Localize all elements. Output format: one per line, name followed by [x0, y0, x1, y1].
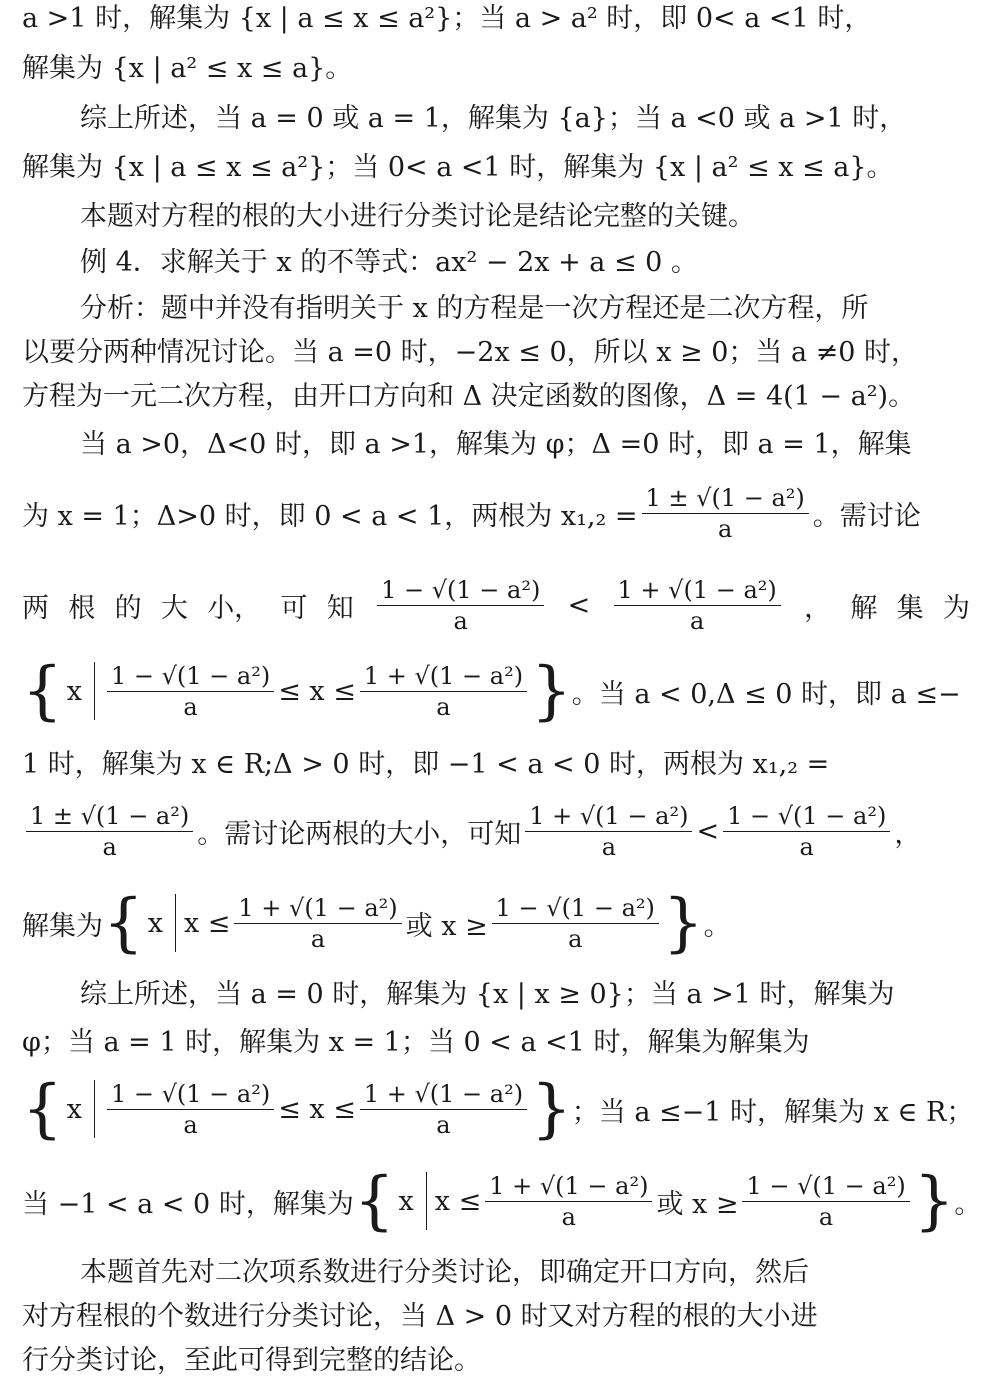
set-variable: x [66, 1093, 82, 1125]
text-span: 或 x ≥ [405, 910, 488, 942]
text-line: 当 a >0，Δ<0 时，即 a >1，解集为 φ；Δ =0 时，即 a = 1，解集 [80, 429, 912, 460]
fraction [107, 1079, 274, 1140]
text-span: 或 x ≥ [656, 1188, 739, 1220]
fraction [377, 575, 544, 636]
fraction-numerator: 1 + √(1 − a²) [525, 801, 692, 832]
fraction [525, 801, 692, 862]
text-line: 本题对方程的根的大小进行分类讨论是结论完整的关键。 [80, 201, 755, 232]
formula-line [22, 796, 970, 866]
fraction-numerator: 1 − √(1 − a²) [107, 1079, 274, 1110]
text-span: 两 [22, 592, 49, 624]
text-span: 。需讨论两根的大小，可知 [197, 818, 522, 850]
fraction [614, 575, 781, 636]
example-heading: 例 4．求解关于 x 的不等式：ax² − 2x + a ≤ 0 。 [80, 247, 698, 278]
fraction-denominator: a [183, 1110, 198, 1139]
fraction [360, 661, 527, 722]
fraction-numerator: 1 + √(1 − a²) [360, 661, 527, 692]
left-brace: { [22, 1072, 63, 1146]
text-line: 综上所述，当 a = 0 或 a = 1，解集为 {a}；当 a <0 或 a >1 时， [80, 103, 907, 134]
fraction-denominator: a [183, 692, 198, 721]
set-bar [175, 894, 176, 952]
text-line: 综上所述，当 a = 0 时，解集为 {x | x ≥ 0}；当 a >1 时，解集为 [80, 979, 895, 1010]
text-line: 解集为 {x | a² ≤ x ≤ a}。 [22, 53, 353, 84]
fraction-denominator: a [561, 1202, 576, 1231]
left-brace: { [22, 654, 63, 728]
set-variable: x [398, 1185, 414, 1217]
text-span: ；当 a ≤−1 时，解集为 x ∈ R； [571, 1096, 974, 1128]
fraction-numerator: 1 − √(1 − a²) [377, 575, 544, 606]
formula-line [22, 478, 970, 548]
text-line: 以要分两种情况讨论。当 a =0 时，−2x ≤ 0，所以 x ≥ 0；当 a ≠0 时， [22, 337, 919, 368]
text-span: 为 x = 1；Δ>0 时，即 0 < a < 1，两根为 x₁,₂ = [22, 500, 638, 532]
right-brace: } [531, 654, 572, 728]
text-span: ≤ x ≤ [278, 1093, 356, 1125]
left-brace: { [353, 1164, 395, 1238]
fraction-numerator: 1 + √(1 − a²) [485, 1171, 652, 1202]
text-span: ， [894, 818, 922, 850]
fraction-denominator: a [453, 606, 468, 635]
text-span: 小， [207, 592, 262, 624]
fraction [360, 1079, 527, 1140]
fraction-denominator: a [799, 832, 814, 861]
fraction [26, 801, 193, 862]
fraction-numerator: 1 − √(1 − a²) [742, 1171, 909, 1202]
text-span: 。 [703, 910, 731, 942]
right-brace: } [913, 1164, 955, 1238]
text-line: 行分类讨论，至此可得到完整的结论。 [22, 1345, 481, 1376]
fraction-denominator: a [102, 832, 117, 861]
fraction-denominator: a [436, 1110, 451, 1139]
set-bar [94, 1080, 95, 1138]
text-span: 集 [896, 592, 924, 624]
text-span: 解集为 [22, 910, 103, 942]
text-line: 解集为 {x | a ≤ x ≤ a²}；当 0< a <1 时，解集为 {x | a² ≤ x ≤ a}。 [22, 152, 894, 183]
text-span: 。需讨论 [812, 500, 921, 532]
formula-line [22, 1072, 974, 1146]
formula-line [22, 570, 970, 640]
fraction [492, 893, 659, 954]
text-span: 的 [114, 592, 142, 624]
text-span: < [696, 815, 720, 847]
text-span: ≤ x ≤ [278, 675, 356, 707]
text-line: 对方程根的个数进行分类讨论，当 Δ > 0 时又对方程的根的大小进 [22, 1301, 818, 1332]
fraction-numerator: 1 − √(1 − a²) [492, 893, 659, 924]
fraction-numerator: 1 ± √(1 − a²) [26, 801, 193, 832]
fraction-denominator: a [689, 606, 705, 635]
text-span: x ≤ [183, 907, 231, 939]
fraction-numerator: 1 + √(1 − a²) [234, 893, 401, 924]
fraction-denominator: a [818, 1202, 834, 1231]
text-line: φ；当 a = 1 时，解集为 x = 1；当 0 < a <1 时，解集为解集为 [22, 1027, 810, 1058]
text-span: 。当 a < 0,Δ ≤ 0 时，即 a ≤− [571, 678, 961, 710]
text-span: x ≤ [434, 1185, 482, 1217]
text-span: 根 [68, 592, 96, 624]
fraction-denominator: a [717, 514, 733, 543]
fraction-numerator: 1 + √(1 − a²) [614, 575, 781, 606]
text-span: 可 [280, 592, 308, 624]
fraction [107, 661, 274, 722]
text-span: 当 −1 < a < 0 时，解集为 [22, 1188, 354, 1220]
fraction-numerator: 1 ± √(1 − a²) [642, 483, 809, 514]
text-line: 本题首先对二次项系数进行分类讨论，即确定开口方向，然后 [80, 1257, 809, 1288]
text-span: ， [804, 592, 832, 624]
right-brace: } [662, 886, 704, 960]
fraction-numerator: 1 + √(1 − a²) [360, 1079, 527, 1110]
fraction-denominator: a [601, 832, 616, 861]
fraction-denominator: a [310, 924, 326, 953]
text-span: 。 [954, 1188, 982, 1220]
fraction [742, 1171, 909, 1232]
right-brace: } [531, 1072, 572, 1146]
formula-line [22, 656, 970, 726]
text-span: 知 [326, 592, 354, 624]
text-span: 解 [850, 592, 878, 624]
fraction-numerator: 1 − √(1 − a²) [107, 661, 274, 692]
text-span: 大 [160, 592, 188, 624]
fraction [723, 801, 890, 862]
formula-line [22, 1164, 982, 1238]
formula-line [22, 888, 970, 958]
set-variable: x [147, 907, 163, 939]
text-line: 1 时，解集为 x ∈ R;Δ > 0 时，即 −1 < a < 0 时，两根为 x₁,₂ = [22, 749, 830, 780]
text-span: 为 [942, 592, 970, 624]
text-line: 方程为一元二次方程，由开口方向和 Δ 决定函数的图像，Δ = 4(1 − a²)。 [22, 381, 916, 412]
fraction-denominator: a [436, 692, 451, 721]
fraction-denominator: a [568, 924, 583, 953]
set-variable: x [66, 675, 82, 707]
text-span: < [567, 589, 591, 621]
left-brace: { [103, 886, 144, 960]
fraction [642, 483, 809, 544]
text-line: a >1 时，解集为 {x | a ≤ x ≤ a²}；当 a > a² 时，即 0< a <1 时， [22, 3, 872, 34]
fraction-numerator: 1 − √(1 − a²) [723, 801, 890, 832]
set-bar [426, 1172, 427, 1230]
set-bar [94, 662, 95, 720]
fraction [485, 1171, 652, 1232]
text-line: 分析：题中并没有指明关于 x 的方程是一次方程还是二次方程，所 [80, 293, 869, 324]
fraction [234, 893, 401, 954]
